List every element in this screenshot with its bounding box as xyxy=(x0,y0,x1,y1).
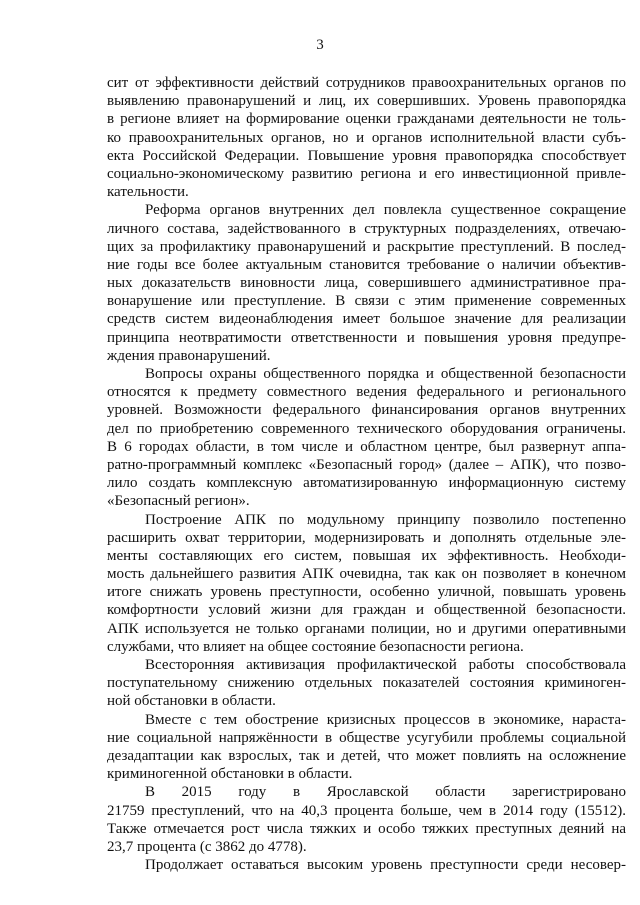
text-line: личного состава, задействованного в структурных подразделениях, отвечаю- xyxy=(107,220,626,237)
paragraph xyxy=(107,856,626,874)
text-line: ко правоохранительных органов, но и органов исполнительной власти субъ- xyxy=(107,129,626,146)
text-line: мость дальнейшего развития АПК очевидна, так как он позволяет в конечном xyxy=(107,566,626,583)
text-line: кательности. xyxy=(107,184,189,201)
text-line: дезадаптации как взрослых, так и детей, что может повлиять на осложнение xyxy=(107,747,626,764)
text-line: ной обстановки в области. xyxy=(107,693,276,710)
text-line: поступательному снижению отдельных показателей состояния криминоген- xyxy=(107,675,626,692)
paragraph xyxy=(107,783,626,856)
text-line: Реформа органов внутренних дел повлекла существенное сокращение xyxy=(145,202,626,219)
paragraph xyxy=(107,201,626,365)
text-line: средств систем видеонаблюдения имеет большое значение для реализации xyxy=(107,311,626,328)
text-line: социально-экономическому развитию региона и его инвестиционной привле- xyxy=(107,165,626,182)
text-line: расширить охват территории, модернизировать и дополнять отдельные эле- xyxy=(107,529,626,546)
text-line: ние годы все более актуальным становится требование о наличии объектив- xyxy=(107,256,626,273)
text-line: 23,7 процента (с 3862 до 4778). xyxy=(107,838,307,855)
text-line: «Безопасный регион». xyxy=(107,493,250,510)
text-line: службами, что влияет на общее состояние безопасности региона. xyxy=(107,638,524,655)
text-line: лило создать комплексную автоматизированную информационную систему xyxy=(107,475,626,492)
text-line: в регионе влияет на формирование оценки гражданами деятельности не толь- xyxy=(107,111,626,128)
paragraph xyxy=(107,74,626,201)
text-line: криминогенной обстановки в области. xyxy=(107,766,353,783)
text-line: екта Российской Федерации. Повышение уровня правопорядка способствует xyxy=(107,147,626,164)
paragraph xyxy=(107,365,626,511)
text-line: В 2015 году в Ярославской области зарегистрировано xyxy=(145,784,626,801)
text-line: комфортности условий жизни для граждан и общественной безопасности. xyxy=(107,602,626,619)
text-line: Вопросы охраны общественного порядка и общественной безопасности xyxy=(145,366,626,382)
text-line: ние социальной напряжённости в обществе усугубили проблемы социальной xyxy=(107,729,626,746)
document-body xyxy=(107,74,626,874)
text-line: ждения правонарушений. xyxy=(107,347,271,364)
text-line: выявлению правонарушений и лиц, их совершивших. Уровень правопорядка xyxy=(107,93,626,110)
paragraph xyxy=(107,511,626,657)
paragraph xyxy=(107,711,626,784)
text-line: Продолжает оставаться высоким уровень преступности среди несовер- xyxy=(145,857,626,874)
text-line: дел по приобретению современного технического оборудования ограничены. xyxy=(107,420,626,437)
text-line: уровней. Возможности федерального финансирования органов внутренних xyxy=(107,402,626,419)
text-line: ратно-программный комплекс «Безопасный город» (далее – АПК), что позво- xyxy=(107,456,626,473)
text-line: В 6 городах области, в том числе и областном центре, был развернут аппа- xyxy=(107,438,626,455)
text-line: менты составляющих его систем, повышая их эффективность. Необходи- xyxy=(107,547,626,564)
text-line: 21759 преступлений, что на 40,3 процента больше, чем в 2014 году (15512). xyxy=(107,802,626,819)
text-line: Вместе с тем обострение кризисных процессов в экономике, нараста- xyxy=(145,711,626,728)
text-line: вонарушение или преступление. В связи с этим применение современных xyxy=(107,293,626,310)
page-number: 3 xyxy=(316,37,324,53)
text-line: Также отмечается рост числа тяжких и особо тяжких преступных деяний на xyxy=(107,820,626,837)
text-line: АПК используется не только органами полиции, но и другими оперативными xyxy=(107,620,626,637)
text-line: сит от эффективности действий сотрудников правоохранительных органов по xyxy=(107,75,626,91)
text-line: итоге снижать уровень преступности, особенно уличной, повышать уровень xyxy=(107,584,626,601)
paragraph xyxy=(107,656,626,711)
text-line: ных доказательств виновности лица, совершившего административное пра- xyxy=(107,275,626,292)
text-line: принципа неотвратимости ответственности и повышения уровня предупре- xyxy=(107,329,626,346)
text-line: щих за профилактику правонарушений и раскрытие преступлений. В послед- xyxy=(107,238,626,255)
text-line: Всесторонняя активизация профилактической работы способствовала xyxy=(145,657,626,673)
text-line: относятся к предмету совместного ведения федерального и регионального xyxy=(107,384,626,401)
text-line: Построение АПК по модульному принципу позволило постепенно xyxy=(145,511,626,528)
